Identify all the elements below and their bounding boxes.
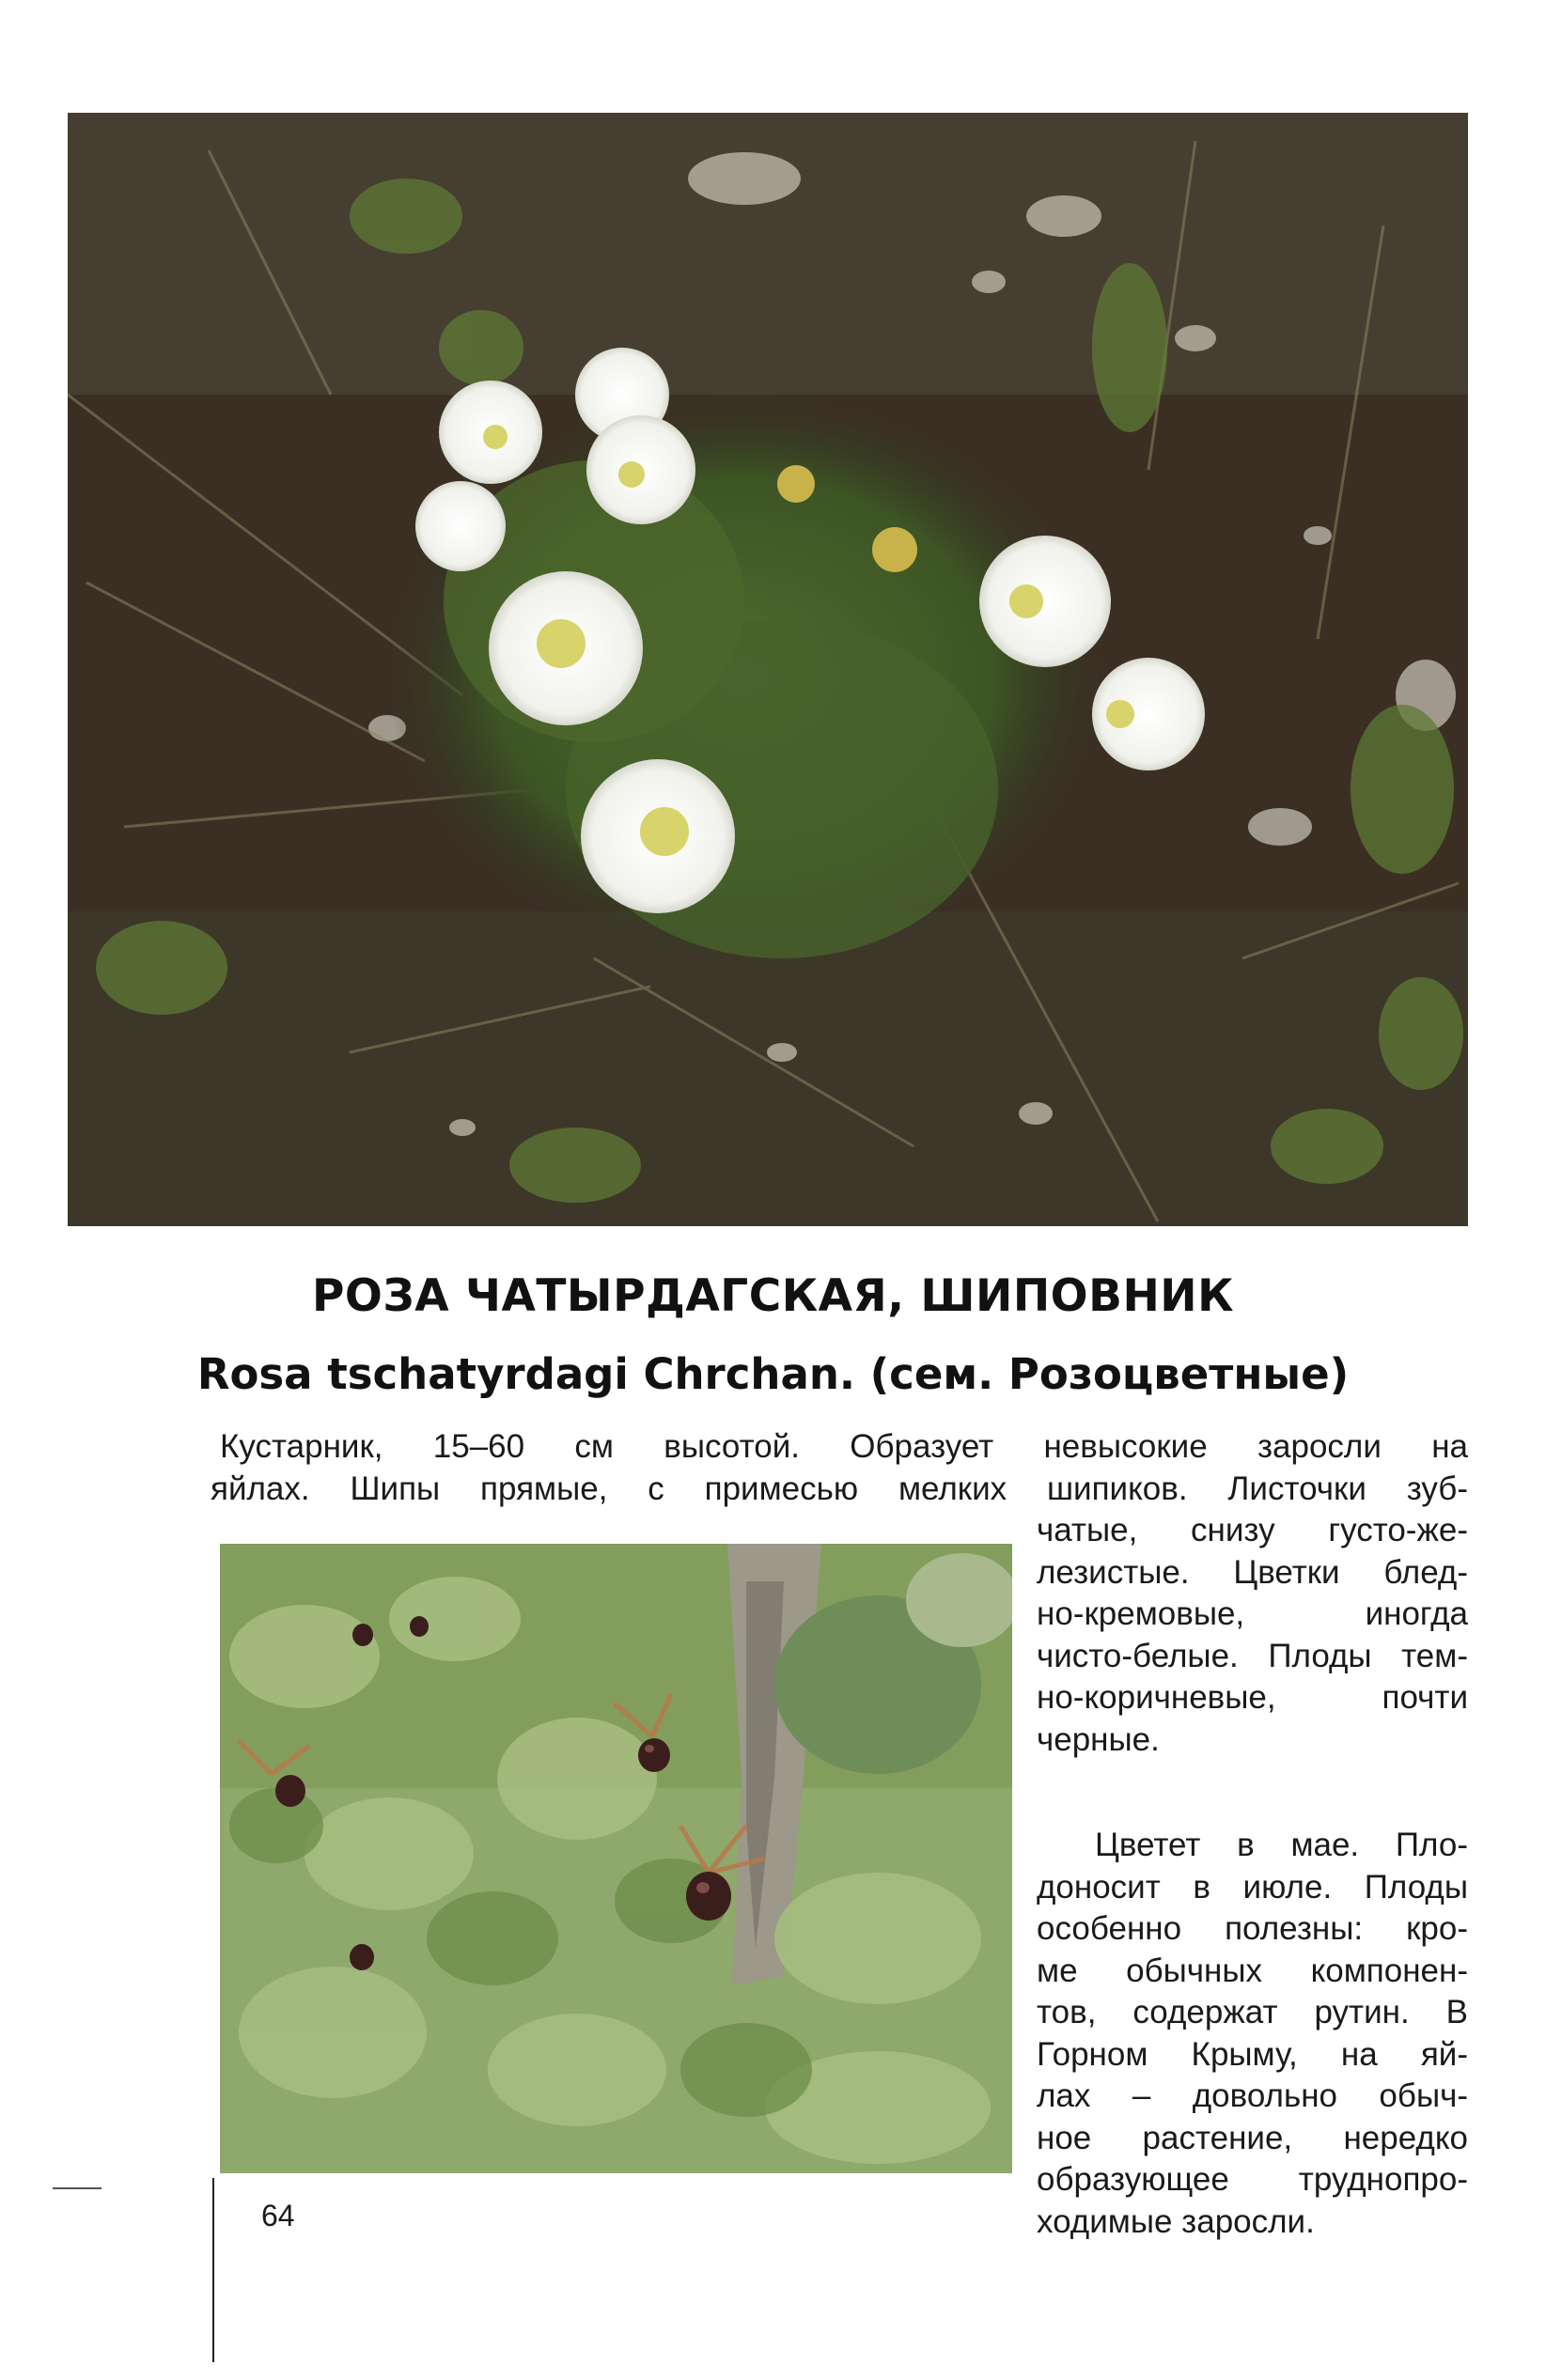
page-title: РОЗА ЧАТЫРДАГСКАЯ, ШИПОВНИК [311, 1270, 1235, 1322]
text-line: яйлах. Шипы прямые, с примесью мелких шипиков. Листочки зуб- [211, 1470, 1468, 1507]
text-line: чисто-белые. Плоды тем- [1037, 1637, 1468, 1674]
page-rule [212, 2178, 214, 2362]
text-line: тов, содержат рутин. В [1037, 1994, 1468, 2030]
text-line: черные. [1037, 1720, 1160, 1758]
latin-name: Rosa tschatyrdagi Chrchan. (сем. Розоцветные) [196, 1349, 1350, 1399]
text-line: но-кремовые, иногда [1037, 1595, 1468, 1632]
text-line: лезистые. Цветки блед- [1037, 1553, 1468, 1591]
flowering-paragraph [1037, 1825, 1468, 2243]
description-column [1037, 1510, 1468, 1761]
text-line: особенно полезны: кро- [1037, 1910, 1468, 1947]
text-line: лах – довольно обыч- [1037, 2077, 1468, 2114]
text-line: чатые, снизу густо-же- [1037, 1512, 1468, 1548]
text-line: ходимые заросли. [1037, 2202, 1315, 2240]
text-line: ное растение, нередко [1037, 2119, 1468, 2156]
text-line: Кустарник, 15–60 см высотой. Образует невысокие заросли на [220, 1428, 1468, 1465]
page-number: 64 [261, 2199, 295, 2232]
text-line: Горном Крыму, на яй- [1037, 2035, 1468, 2073]
text-line: Цветет в мае. Пло- [1095, 1827, 1468, 1863]
rosehip-photo [220, 1544, 1012, 2173]
text-line: но-коричневые, почти [1037, 1679, 1468, 1716]
flower-photo [68, 113, 1468, 1226]
margin-mark [53, 2187, 102, 2189]
text-line: ме обычных компонен- [1037, 1952, 1468, 1989]
intro-paragraph [211, 1426, 1468, 1510]
text-line: образующее труднопро- [1037, 2161, 1468, 2198]
text-line: доносит в июле. Плоды [1037, 1868, 1468, 1906]
